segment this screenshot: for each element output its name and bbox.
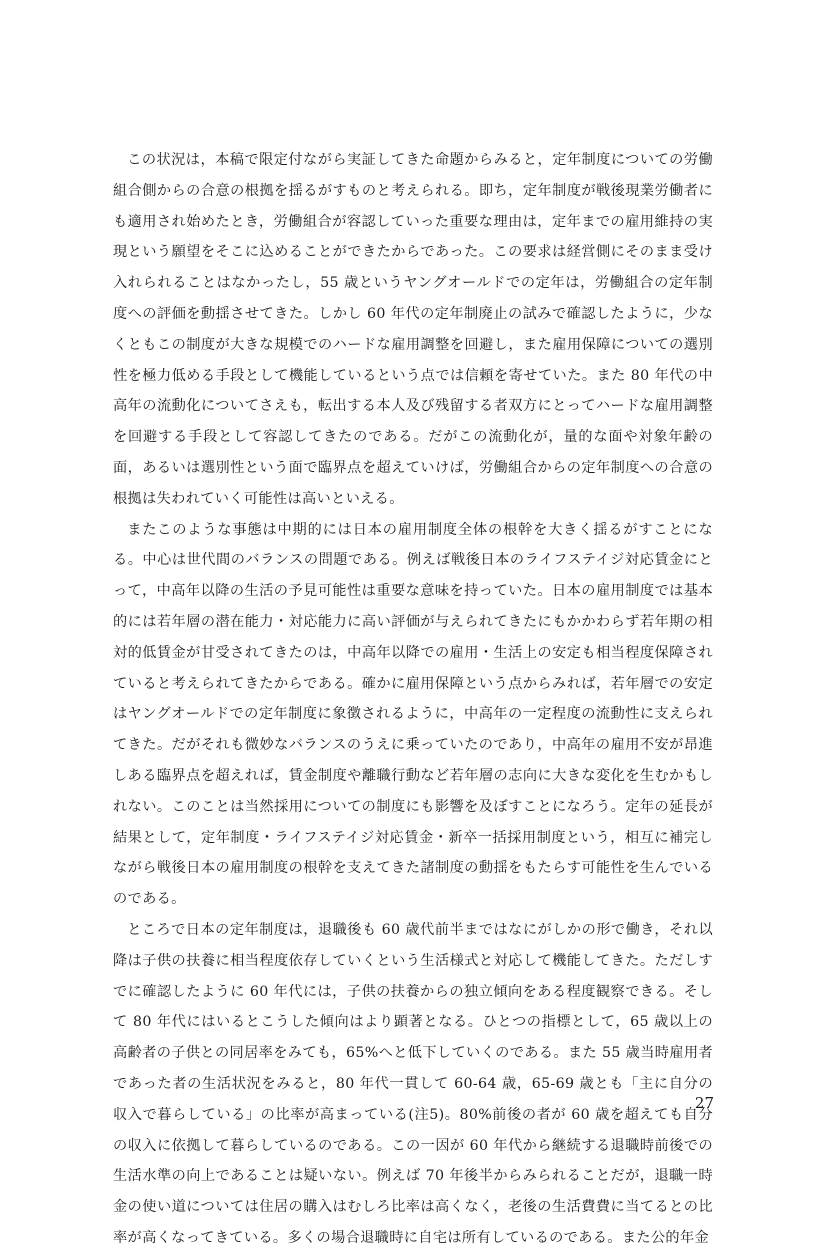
body-text bbox=[113, 145, 713, 1254]
paragraph-1: この状況は，本稿で限定付ながら実証してきた命題からみると，定年制度についての労働組合側からの合意の根拠を揺るがすものと考えられる。即ち，定年制度が戦後現業労働者にも適用され始めたとき，労働組合が容認していった重要な理由は，定年までの雇用維持の実現という願望をそこに込めることができたからであった。この要求は経営側にそのまま受け入れられることはなかったし，55 歳というヤングオールドでの定年は，労働組合の定年制度への評価を動揺させてきた。しかし 60 年代の定年制廃止の試みで確認したように，少なくともこの制度が大きな規模でのハードな雇用調整を回避し，また雇用保障についての選別性を極力低める手段として機能しているという点では信頼を寄せていた。また 80 年代の中高年の流動化についてさえも，転出する本人及び残留する者双方にとってハードな雇用調整を回避する手段として容認してきたのである。だがこの流動化が，量的な面や対象年齢の面，あるいは選別性という面で臨界点を超えていけば，労働組合からの定年制度への合意の根拠は失われていく可能性は高いといえる。 bbox=[113, 152, 713, 507]
paragraph-2: またこのような事態は中期的には日本の雇用制度全体の根幹を大きく揺るがすことになる。中心は世代間のバランスの問題である。例えば戦後日本のライフステイジ対応賃金にとって，中高年以降の生活の予見可能性は重要な意味を持っていた。日本の雇用制度では基本的には若年層の潜在能力・対応能力に高い評価が与えられてきたにもかかわらず若年期の相対的低賃金が甘受されてきたのは，中高年以降での雇用・生活上の安定も相当程度保障されていると考えられてきたからである。確かに雇用保障という点からみれば，若年層での安定はヤングオールドでの定年制度に象徴されるように，中高年の一定程度の流動性に支えられてきた。だがそれも微妙なバランスのうえに乗っていたのであり，中高年の雇用不安が昂進しある臨界点を超えれば，賃金制度や離職行動など若年層の志向に大きな変化を生むかもしれない。このことは当然採用についての制度にも影響を及ぼすことになろう。定年の延長が結果として，定年制度・ライフステイジ対応賃金・新卒一括採用制度という，相互に補完しながら戦後日本の雇用制度の根幹を支えてきた諸制度の動揺をもたらす可能性を生んでいるのである。 bbox=[113, 521, 713, 908]
page-number: 27 bbox=[694, 1094, 714, 1112]
paragraph-3: ところで日本の定年制度は，退職後も 60 歳代前半まではなにがしかの形で働き，それ以降は子供の扶養に相当程度依存していくという生活様式と対応して機能してきた。ただしすでに確認したように 60 年代には，子供の扶養からの独立傾向をある程度観察できる。そして 80 年代にはいるとこうした傾向はより顕著となる。ひとつの指標として，65 歳以上の高齢者の子供との同居率をみても，65%へと低下していくのである。また 55 歳当時雇用者であった者の生活状況をみると，80 年代一貫して 60-64 歳，65-69 歳とも「主に自分の収入で暮らしている」の比率が高まっている(注5)。80%前後の者が 60 歳を超えても自分の収入に依拠して暮らしているのである。この一因が 60 年代から継続する退職時前後での生活水準の向上であることは疑いない。例えば 70 年後半からみられることだが，退職一時金の使い道については住居の購入はむしろ比率は高くなく，老後の生活費費に当てるとの比率が高くなってきている。多くの場合退職時に自宅は所有しているのである。また公的年金 bbox=[113, 921, 713, 1246]
